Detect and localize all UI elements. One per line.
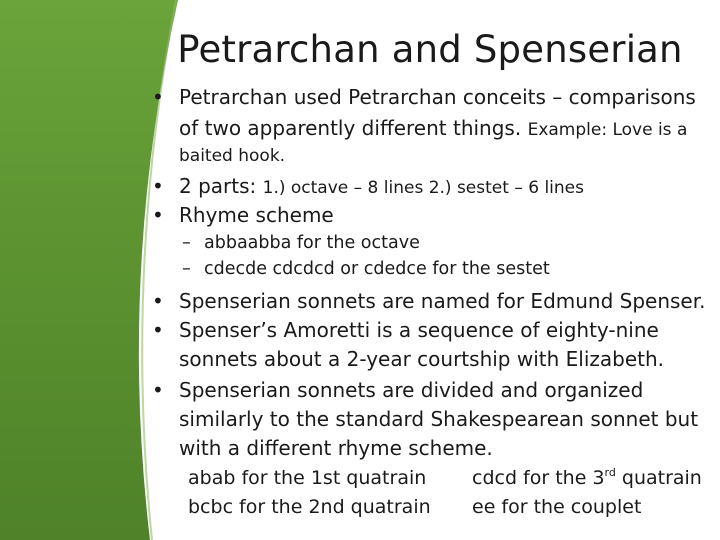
bullet-marker: • <box>152 318 164 342</box>
bullet-marker: • <box>152 289 164 313</box>
dash-marker: – <box>182 259 191 279</box>
bullet-text: 2 parts: <box>179 174 257 198</box>
couplet: ee for the couplet <box>472 496 642 518</box>
bullet-text: Spenserian sonnets are divided and organized <box>179 378 644 402</box>
quatrain-3: cdcd for the 3rd quatrain <box>472 466 702 489</box>
bullet-text: Spenser’s Amoretti is a sequence of eighty-nine <box>179 318 659 342</box>
quatrain-1: abab for the 1st quatrain <box>188 467 427 489</box>
bullet-text: with a different rhyme scheme. <box>179 436 493 460</box>
bullet-text: sonnets about a 2-year courtship with Elizabeth. <box>179 347 665 371</box>
example-text: baited hook. <box>179 146 286 166</box>
sub-bullet-text: cdecde cdcdcd or cdedce for the sestet <box>204 259 550 279</box>
bullet-text: Petrarchan used Petrarchan conceits – comparisons <box>179 85 696 109</box>
example-text: Example: Love is a <box>527 120 688 140</box>
bullet-marker: • <box>152 174 164 198</box>
bullet-marker: • <box>152 85 164 109</box>
bullet-text: similarly to the standard Shakespearean sonnet but <box>179 407 699 431</box>
bullet-marker: • <box>152 378 164 402</box>
slide-title: Petrarchan and Spenserian <box>177 28 683 71</box>
bullet-text: Spenserian sonnets are named for Edmund Spenser. <box>179 289 706 313</box>
bullet-text: Rhyme scheme <box>179 203 334 227</box>
sub-bullet-text: abbaabba for the octave <box>204 233 420 253</box>
bullet-marker: • <box>152 203 164 227</box>
dash-marker: – <box>182 233 191 253</box>
bullet-text: of two apparently different things. <box>179 116 522 140</box>
parts-detail: 1.) octave – 8 lines 2.) sestet – 6 lines <box>262 178 584 198</box>
quatrain-2: bcbc for the 2nd quatrain <box>188 496 431 518</box>
sidebar-curve-decoration <box>0 0 182 540</box>
